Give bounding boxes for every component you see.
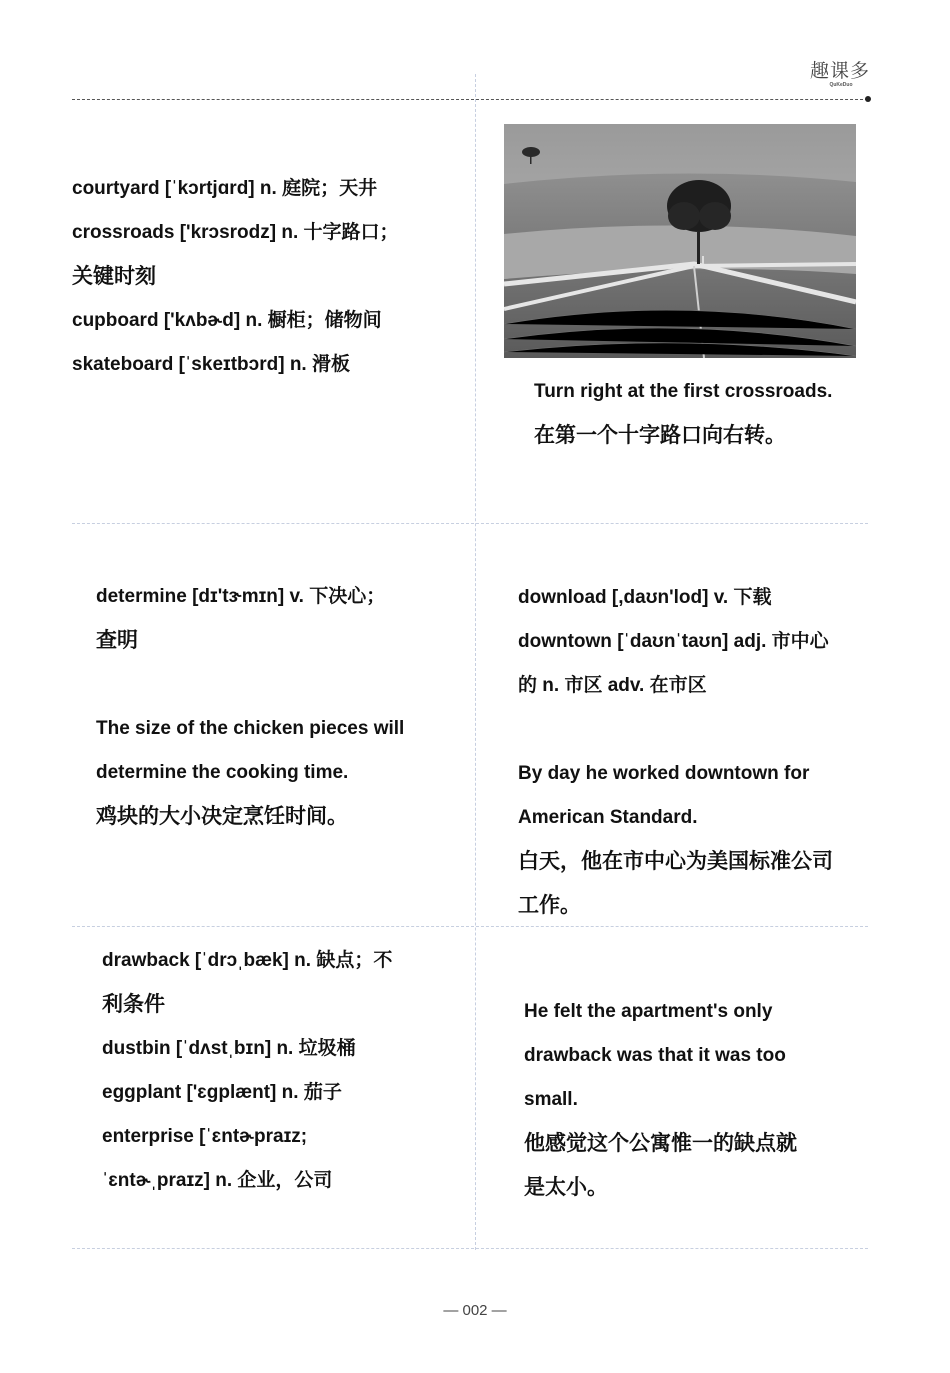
blank-line <box>96 663 404 707</box>
example-sentence-cn: 在第一个十字路口向右转。 <box>534 424 786 447</box>
grid-row-divider-1 <box>72 523 868 524</box>
example-sentence-cn: 是太小。 <box>524 1176 608 1199</box>
grid-center-divider <box>475 74 476 1250</box>
page-number: — 002 — <box>443 1302 507 1319</box>
vocab-entry: download [,daʊn'lod] v. 下载 <box>518 587 772 608</box>
example-sentence-en: By day he worked downtown for <box>518 763 810 784</box>
example-sentence-cn: 他感觉这个公寓惟一的缺点就 <box>524 1132 797 1155</box>
grid-bottom-divider <box>72 1248 868 1249</box>
vocab-cell-3 <box>96 575 404 839</box>
vocab-cell-4 <box>518 576 833 928</box>
vocab-entry: crossroads ['krɔsrodz] n. 十字路口； <box>72 222 399 243</box>
vocab-entry: enterprise [ˈɛntɚpraɪz; <box>102 1126 308 1147</box>
example-sentence-en: Turn right at the first crossroads. <box>534 381 833 402</box>
vocab-entry: determine [dɪ'tɝmɪn] v. 下决心； <box>96 586 386 607</box>
example-sentence-en: He felt the apartment's only <box>524 1001 773 1022</box>
example-cell-2 <box>534 370 832 458</box>
vocab-entry: skateboard [ˈskeɪtbɔrd] n. 滑板 <box>72 354 350 375</box>
brand-logo-subtext: QuKeDuo <box>829 82 853 88</box>
vocab-entry-continued: ˈɛntɚˌpraɪz] n. 企业，公司 <box>102 1170 333 1191</box>
vocab-cell-1 <box>72 167 399 387</box>
vocab-entry: cupboard ['kʌbɚd] n. 橱柜；储物间 <box>72 310 382 331</box>
example-sentence-en: The size of the chicken pieces will <box>96 718 405 739</box>
example-sentence-cn: 工作。 <box>518 894 581 917</box>
example-sentence-cn: 白天，他在市中心为美国标准公司 <box>518 850 833 873</box>
vocab-cell-5 <box>102 939 392 1203</box>
example-cell-6 <box>524 990 797 1210</box>
vocab-entry-continued: 关键时刻 <box>72 265 156 288</box>
vocab-entry: eggplant ['ɛgplænt] n. 茄子 <box>102 1082 342 1103</box>
vocab-entry-continued: 查明 <box>96 629 138 652</box>
vocab-entry: courtyard [ˈkɔrtjɑrd] n. 庭院；天井 <box>72 178 378 199</box>
vocab-entry-continued: 利条件 <box>102 993 165 1016</box>
lone-tree-at-crossroads-photo <box>504 124 856 358</box>
header-divider <box>72 99 868 100</box>
example-sentence-en: American Standard. <box>518 807 698 828</box>
vocab-entry: drawback [ˈdrɔˌbæk] n. 缺点；不 <box>102 950 393 971</box>
example-sentence-en: drawback was that it was too <box>524 1045 786 1066</box>
blank-line <box>518 708 833 752</box>
example-sentence-en: small. <box>524 1089 578 1110</box>
example-sentence-en: determine the cooking time. <box>96 762 349 783</box>
header-divider-dot <box>865 96 871 102</box>
brand-logo <box>810 60 872 90</box>
brand-logo-text: 趣课多 <box>810 60 871 82</box>
vocab-entry-continued: 的 n. 市区 adv. 在市区 <box>518 675 707 696</box>
vocab-entry: downtown [ˈdaʊnˈtaʊn] adj. 市中心 <box>518 631 829 652</box>
vocab-entry: dustbin [ˈdʌstˌbɪn] n. 垃圾桶 <box>102 1038 356 1059</box>
example-sentence-cn: 鸡块的大小决定烹饪时间。 <box>96 805 348 828</box>
